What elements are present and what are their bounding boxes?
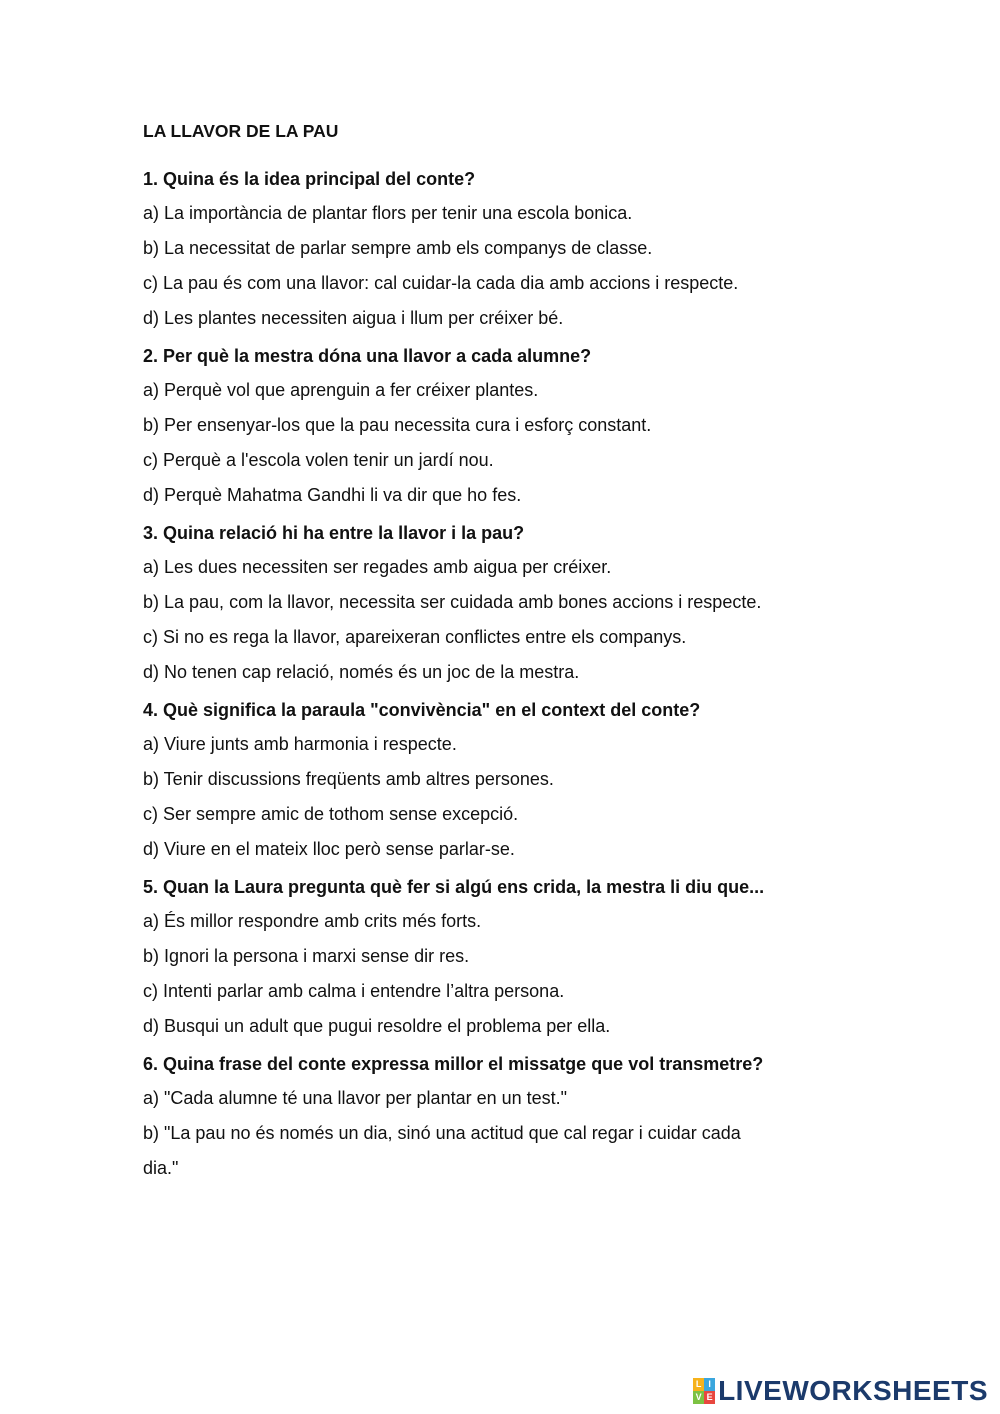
worksheet-page — [143, 118, 863, 1198]
logo-square-v: V — [693, 1391, 704, 1404]
answer-option: a) És millor respondre amb crits més forts. — [143, 911, 482, 931]
answer-option: a) Perquè vol que aprenguin a fer créixer plantes. — [143, 380, 539, 400]
answer-option-continuation: dia." — [143, 1158, 179, 1178]
logo-square-i: I — [704, 1378, 715, 1391]
answer-option: c) Si no es rega la llavor, apareixeran conflictes entre els companys. — [143, 627, 687, 647]
answer-option: d) No tenen cap relació, només és un joc de la mestra. — [143, 662, 580, 682]
logo-square-l: L — [693, 1378, 704, 1391]
question-text: 4. Què significa la paraula "convivència" en el context del conte? — [143, 700, 701, 720]
question-text: 2. Per què la mestra dóna una llavor a cada alumne? — [143, 346, 592, 366]
answer-option: b) La necessitat de parlar sempre amb els companys de classe. — [143, 238, 653, 258]
answer-option: d) Les plantes necessiten aigua i llum per créixer bé. — [143, 308, 564, 328]
answer-option: b) Tenir discussions freqüents amb altres persones. — [143, 769, 554, 789]
answer-option: a) "Cada alumne té una llavor per plantar en un test." — [143, 1088, 568, 1108]
answer-option: c) La pau és com una llavor: cal cuidar-la cada dia amb accions i respecte. — [143, 273, 739, 293]
question-text: 6. Quina frase del conte expressa millor el missatge que vol transmetre? — [143, 1054, 764, 1074]
question-5 — [143, 874, 863, 1039]
question-4 — [143, 697, 863, 862]
answer-option: b) "La pau no és només un dia, sinó una actitud que cal regar i cuidar cada — [143, 1123, 741, 1143]
answer-option: b) Ignori la persona i marxi sense dir res. — [143, 946, 470, 966]
question-2 — [143, 343, 863, 508]
liveworksheets-logo — [693, 1376, 988, 1406]
answer-option: c) Intenti parlar amb calma i entendre l’altra persona. — [143, 981, 565, 1001]
answer-option: c) Perquè a l'escola volen tenir un jardí nou. — [143, 450, 494, 470]
answer-option: b) Per ensenyar-los que la pau necessita cura i esforç constant. — [143, 415, 652, 435]
document-title: LA LLAVOR DE LA PAU — [143, 121, 339, 141]
answer-option: b) La pau, com la llavor, necessita ser cuidada amb bones accions i respecte. — [143, 592, 762, 612]
question-text: 5. Quan la Laura pregunta què fer si algú ens crida, la mestra li diu que... — [143, 877, 765, 897]
answer-option: d) Perquè Mahatma Gandhi li va dir que ho fes. — [143, 485, 522, 505]
answer-option: c) Ser sempre amic de tothom sense excepció. — [143, 804, 519, 824]
question-6 — [143, 1051, 863, 1186]
liveworksheets-logo-icon — [693, 1378, 715, 1404]
answer-option: a) La importància de plantar flors per tenir una escola bonica. — [143, 203, 633, 223]
answer-option: d) Viure en el mateix lloc però sense parlar-se. — [143, 839, 515, 859]
answer-option: a) Viure junts amb harmonia i respecte. — [143, 734, 457, 754]
liveworksheets-wordmark: LIVEWORKSHEETS — [718, 1375, 988, 1406]
answer-option: d) Busqui un adult que pugui resoldre el problema per ella. — [143, 1016, 611, 1036]
question-1 — [143, 166, 863, 331]
question-3 — [143, 520, 863, 685]
question-text: 1. Quina és la idea principal del conte? — [143, 169, 476, 189]
question-text: 3. Quina relació hi ha entre la llavor i la pau? — [143, 523, 525, 543]
logo-square-e: E — [704, 1391, 715, 1404]
answer-option: a) Les dues necessiten ser regades amb aigua per créixer. — [143, 557, 612, 577]
